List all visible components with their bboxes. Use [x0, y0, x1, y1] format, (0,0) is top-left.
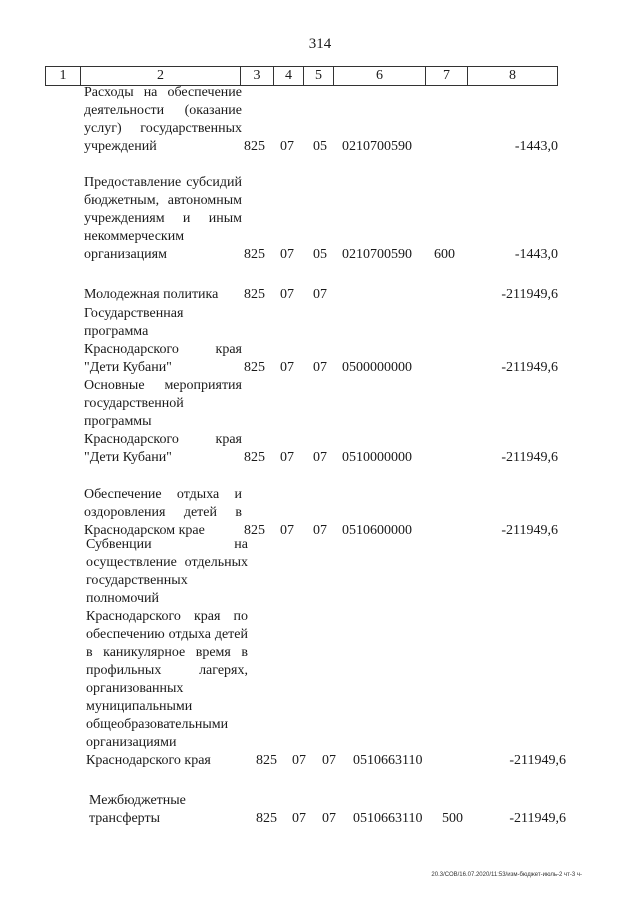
- row-description: Государственная программа Краснодарского края "Дети Кубани": [84, 306, 242, 375]
- row-col-7: 600: [434, 247, 455, 262]
- table-row: [0, 537, 640, 770]
- row-col-5: 07: [322, 753, 336, 768]
- header-col-8: 8: [509, 68, 516, 83]
- header-col-5: 5: [304, 67, 334, 85]
- row-col-8: -211949,6: [509, 753, 566, 768]
- row-col-6: 0210700590: [342, 139, 412, 154]
- header-col-3: 3: [241, 67, 274, 85]
- row-col-8: -211949,6: [501, 450, 558, 465]
- row-col-3: 825: [244, 139, 265, 154]
- row-col-5: 07: [322, 811, 336, 826]
- row-col-6: 0510663110: [353, 811, 423, 826]
- row-col-8: -211949,6: [509, 811, 566, 826]
- row-description: Межбюджетные трансферты: [89, 793, 186, 826]
- header-col-1: 1: [46, 67, 81, 85]
- row-col-3: 825: [244, 450, 265, 465]
- row-col-5: 05: [313, 139, 327, 154]
- table-row: [0, 306, 640, 377]
- row-col-3: 825: [256, 753, 277, 768]
- page-number: 314: [308, 36, 332, 52]
- row-col-4: 07: [292, 811, 306, 826]
- row-col-8: -211949,6: [501, 523, 558, 538]
- row-col-3: 825: [256, 811, 277, 826]
- row-col-4: 07: [280, 360, 294, 375]
- row-description: Обеспечение отдыха и оздоровления детей в Краснодарском крае: [84, 487, 242, 538]
- row-col-3: 825: [244, 247, 265, 262]
- row-col-6: 0510663110: [353, 753, 423, 768]
- table-row: [0, 284, 640, 304]
- row-col-4: 07: [280, 139, 294, 154]
- row-description: Субвенции на осуществление отдельных государственных полномочий Краснодарского края по обеспечению отдыха детей в каникулярное время в профильных лагерях, организованных муниципальными общеобразовательными организациями Краснодарского края: [86, 537, 248, 768]
- row-col-6: 0510600000: [342, 523, 412, 538]
- header-col-6: 6: [334, 67, 426, 85]
- row-description: Предоставление субсидий бюджетным, автономным учреждениям и иным некоммерческим организациям: [84, 175, 242, 262]
- row-col-5: 07: [313, 287, 327, 302]
- table-row: [0, 792, 640, 828]
- header-col-2: 2: [81, 67, 241, 85]
- row-description: Основные мероприятия государственной программы Краснодарского края "Дети Кубани": [84, 378, 242, 465]
- table-row: [0, 488, 640, 540]
- row-col-3: 825: [244, 360, 265, 375]
- row-col-4: 07: [280, 523, 294, 538]
- table-row: [0, 378, 640, 467]
- row-col-5: 07: [313, 523, 327, 538]
- row-col-3: 825: [244, 523, 265, 538]
- table-header-row: [45, 66, 558, 86]
- row-col-4: 07: [292, 753, 306, 768]
- table-row: [0, 175, 640, 264]
- row-col-3: 825: [244, 287, 265, 302]
- row-col-5: 07: [313, 450, 327, 465]
- row-col-4: 07: [280, 450, 294, 465]
- row-col-8: -1443,0: [514, 247, 558, 262]
- table-row: [0, 85, 640, 156]
- row-col-6: 0500000000: [342, 360, 412, 375]
- header-col-4: 4: [274, 67, 304, 85]
- row-description: Молодежная политика: [84, 287, 219, 302]
- row-col-4: 07: [280, 247, 294, 262]
- row-col-5: 07: [313, 360, 327, 375]
- row-col-4: 07: [280, 287, 294, 302]
- row-col-5: 05: [313, 247, 327, 262]
- row-col-7: 500: [442, 811, 463, 826]
- row-col-6: 0210700590: [342, 247, 412, 262]
- row-col-8: -1443,0: [514, 139, 558, 154]
- row-description: Расходы на обеспечение деятельности (оказание услуг) государственных учреждений: [84, 85, 242, 154]
- row-col-8: -211949,6: [501, 360, 558, 375]
- row-col-6: 0510000000: [342, 450, 412, 465]
- footer-stamp: 20.3/СОВ/16.07.2020/11:53/изм-бюджет-июль-2 чт-3 ч-: [431, 872, 582, 878]
- row-col-8: -211949,6: [501, 287, 558, 302]
- header-col-7: 7: [426, 67, 468, 85]
